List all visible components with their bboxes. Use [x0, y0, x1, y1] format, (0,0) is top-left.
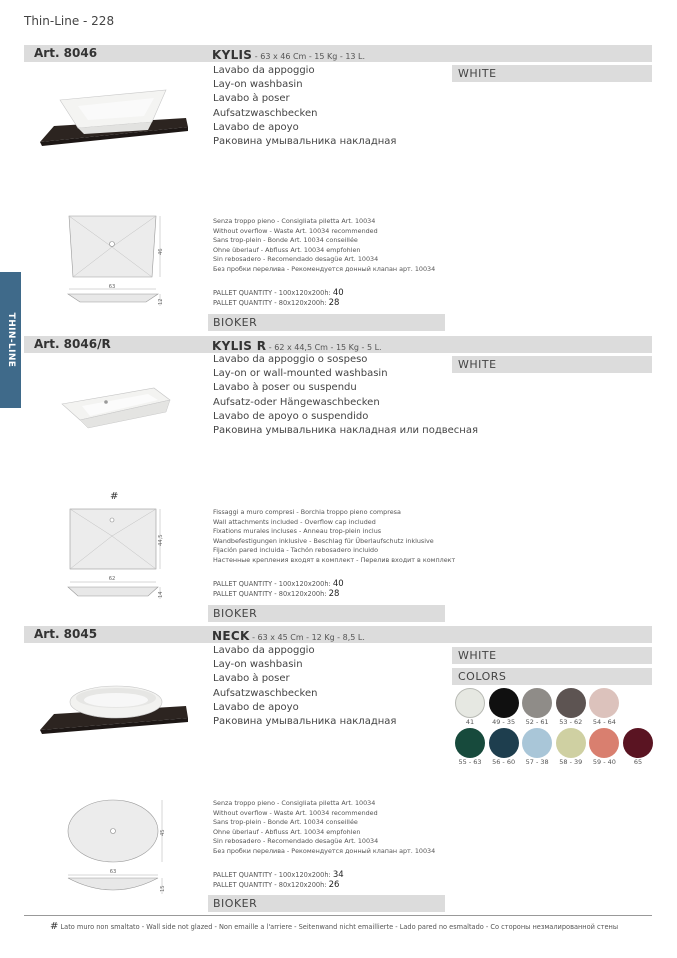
side-tab	[0, 272, 21, 408]
model-name: KYLIS	[212, 48, 253, 62]
color-swatch	[522, 688, 552, 718]
product-photo-kylis-r	[58, 382, 174, 434]
article-header-8046r	[24, 336, 652, 353]
note-it: Fissaggi a muro compresi - Borchia troppo pieno compresa	[213, 508, 401, 516]
model-title	[212, 45, 365, 65]
technical-drawing-kylis	[62, 213, 182, 313]
article-code: Art. 8046/R	[34, 337, 111, 351]
description-fr: Lavabo à poser	[213, 93, 290, 105]
dim-width: 62	[108, 576, 116, 582]
product-photo-kylis	[36, 86, 192, 150]
material-label: BIOKER	[208, 895, 445, 912]
article-code: Art. 8046	[34, 46, 98, 60]
footer-note	[50, 921, 618, 932]
pallet-qty: 40	[332, 579, 344, 589]
notes-list	[213, 508, 455, 566]
material-label: BIOKER	[208, 314, 445, 331]
note-en: Without overflow - Waste Art. 10034 recommended	[213, 808, 378, 817]
footer-text: Lato muro non smaltato - Wall side not glazed - Non emaille a l'arriere - Seitenwand nicht emaillierte - Lado pared no esmaltado - Со стороны незмалированной стены	[58, 923, 619, 931]
pallet-qty: 28	[328, 589, 340, 599]
pallet-row	[213, 880, 344, 890]
pallet-label: PALLET QUANTITY - 100x120x200h:	[213, 289, 333, 297]
pallet-qty: 26	[328, 880, 340, 890]
pallet-label: PALLET QUANTITY - 100x120x200h:	[213, 871, 333, 879]
model-spec: - 63 x 45 Cm - 12 Kg - 8,5 L.	[249, 633, 365, 642]
color-swatch	[556, 728, 586, 758]
description-en: Lay-on or wall-mounted washbasin	[213, 368, 388, 380]
color-swatch-code: 56 - 60	[492, 758, 516, 766]
description-fr: Lavabo à poser ou suspendu	[213, 382, 357, 394]
side-tab-label: THIN-LINE	[5, 312, 16, 368]
dim-width: 63	[108, 284, 116, 290]
description-ru: Раковина умывальника накладная или подвесная	[213, 425, 478, 437]
color-swatch-code: 57 - 38	[525, 758, 549, 766]
color-swatch	[556, 688, 586, 718]
pallet-info	[213, 579, 344, 599]
note-de: Ohne überlauf - Abfluss Art. 10034 empfohlen	[213, 827, 361, 836]
technical-drawing-kylis-r	[62, 506, 182, 606]
dim-depth: 44,5	[158, 534, 164, 546]
dim-width: 63	[109, 869, 117, 875]
note-fr: Fixations murales incluses - Anneau trop-plein inclus	[213, 527, 382, 536]
pallet-info	[213, 870, 344, 890]
color-swatch	[489, 728, 519, 758]
colors-label: COLORS	[452, 668, 652, 685]
pallet-qty: 40	[332, 288, 344, 298]
pallet-row	[213, 298, 344, 308]
dim-depth: 46	[158, 248, 164, 255]
note-ru: Без пробки перелива - Рекомендуется донный клапан арт. 10034	[213, 846, 436, 855]
color-swatch-code: 41	[465, 718, 475, 726]
description-de: Aufsatzwaschbecken	[213, 687, 318, 699]
pallet-row	[213, 288, 344, 298]
description-list	[213, 644, 396, 729]
model-spec: - 62 x 44,5 Cm - 15 Kg - 5 L.	[266, 343, 382, 352]
description-ru: Раковина умывальника накладная	[213, 136, 397, 148]
dim-depth: 45	[160, 829, 166, 836]
description-es: Lavabo de apoyo	[213, 701, 299, 713]
wall-side-mark: #	[110, 491, 119, 502]
description-it: Lavabo da appoggio	[213, 65, 315, 76]
material-label: BIOKER	[208, 605, 445, 622]
note-de: Wandbefestigungen inklusive - Beschlag für Überlaufschutz inklusive	[213, 536, 434, 545]
note-es: Fijación pared incluida - Tachón rebosadero incluido	[213, 546, 378, 555]
color-swatch-code: 55 - 63	[458, 758, 482, 766]
dim-height: 14	[158, 591, 164, 598]
article-header-8045	[24, 626, 652, 643]
note-it: Senza troppo pieno - Consigliata piletta Art. 10034	[213, 217, 376, 225]
color-swatch	[589, 688, 619, 718]
color-swatch	[623, 728, 653, 758]
pallet-label: PALLET QUANTITY - 80x120x200h:	[213, 590, 329, 598]
color-swatch-code: 53 - 62	[559, 718, 583, 726]
description-en: Lay-on washbasin	[213, 79, 303, 91]
note-it: Senza troppo pieno - Consigliata piletta Art. 10034	[213, 799, 376, 807]
pallet-row	[213, 579, 344, 589]
notes-list	[213, 217, 435, 275]
finish-label: WHITE	[452, 647, 652, 664]
finish-label: WHITE	[452, 356, 652, 373]
pallet-row	[213, 589, 344, 599]
description-ru: Раковина умывальника накладная	[213, 716, 397, 728]
pallet-row	[213, 870, 344, 880]
note-ru: Настенные крепления входят в комплект - Перелив входит в комплект	[213, 555, 456, 564]
description-fr: Lavabo à poser	[213, 673, 290, 685]
model-title	[212, 626, 365, 646]
dim-height: 12	[158, 298, 164, 305]
pallet-label: PALLET QUANTITY - 80x120x200h:	[213, 299, 329, 307]
model-spec: - 63 x 46 Cm - 15 Kg - 13 L.	[252, 52, 366, 61]
note-es: Sin rebosadero - Recomendado desagüe Art. 10034	[213, 837, 379, 846]
note-ru: Без пробки перелива - Рекомендуется донный клапан арт. 10034	[213, 264, 436, 273]
color-swatch	[455, 728, 485, 758]
description-es: Lavabo de apoyo o suspendido	[213, 410, 369, 422]
note-fr: Sans trop-plein - Bonde Art. 10034 conseillée	[213, 236, 358, 245]
description-de: Aufsatzwaschbecken	[213, 107, 318, 119]
color-swatch	[455, 688, 485, 718]
note-de: Ohne überlauf - Abfluss Art. 10034 empfohlen	[213, 245, 361, 254]
model-name: NECK	[212, 629, 250, 643]
pallet-qty: 28	[328, 298, 340, 308]
pallet-qty: 34	[332, 870, 344, 880]
finish-label: WHITE	[452, 65, 652, 82]
notes-list	[213, 799, 435, 857]
description-de: Aufsatz-oder Hängewaschbecken	[213, 396, 380, 408]
color-swatch-code: 54 - 64	[592, 718, 616, 726]
description-es: Lavabo de apoyo	[213, 121, 299, 133]
color-swatch-code: 58 - 39	[559, 758, 583, 766]
note-es: Sin rebosadero - Recomendado desagüe Art. 10034	[213, 255, 379, 264]
description-it: Lavabo da appoggio o sospeso	[213, 354, 368, 365]
pallet-label: PALLET QUANTITY - 80x120x200h:	[213, 881, 329, 889]
product-photo-neck	[36, 676, 192, 742]
color-swatch	[489, 688, 519, 718]
model-name: KYLIS R	[212, 339, 267, 353]
footer-divider	[24, 915, 652, 916]
description-en: Lay-on washbasin	[213, 659, 303, 671]
description-list	[213, 64, 396, 149]
note-en: Without overflow - Waste Art. 10034 recommended	[213, 226, 378, 235]
description-it: Lavabo da appoggio	[213, 645, 315, 656]
pallet-info	[213, 288, 344, 308]
footer-hash: #	[50, 921, 59, 932]
color-swatch-code: 49 - 35	[492, 718, 516, 726]
dim-height: 15	[160, 885, 166, 892]
technical-drawing-neck	[62, 798, 182, 900]
note-fr: Sans trop-plein - Bonde Art. 10034 conseillée	[213, 818, 358, 827]
description-list	[213, 353, 478, 438]
color-swatch-code: 65	[633, 758, 643, 766]
article-header-8046	[24, 45, 652, 62]
color-swatch	[589, 728, 619, 758]
page-title: Thin-Line - 228	[24, 14, 115, 28]
color-swatch-code: 52 - 61	[525, 718, 549, 726]
note-en: Wall attachments included - Overflow cap included	[213, 517, 376, 526]
color-swatch	[522, 728, 552, 758]
pallet-label: PALLET QUANTITY - 100x120x200h:	[213, 580, 333, 588]
article-code: Art. 8045	[34, 627, 98, 641]
color-swatch-code: 59 - 40	[592, 758, 616, 766]
